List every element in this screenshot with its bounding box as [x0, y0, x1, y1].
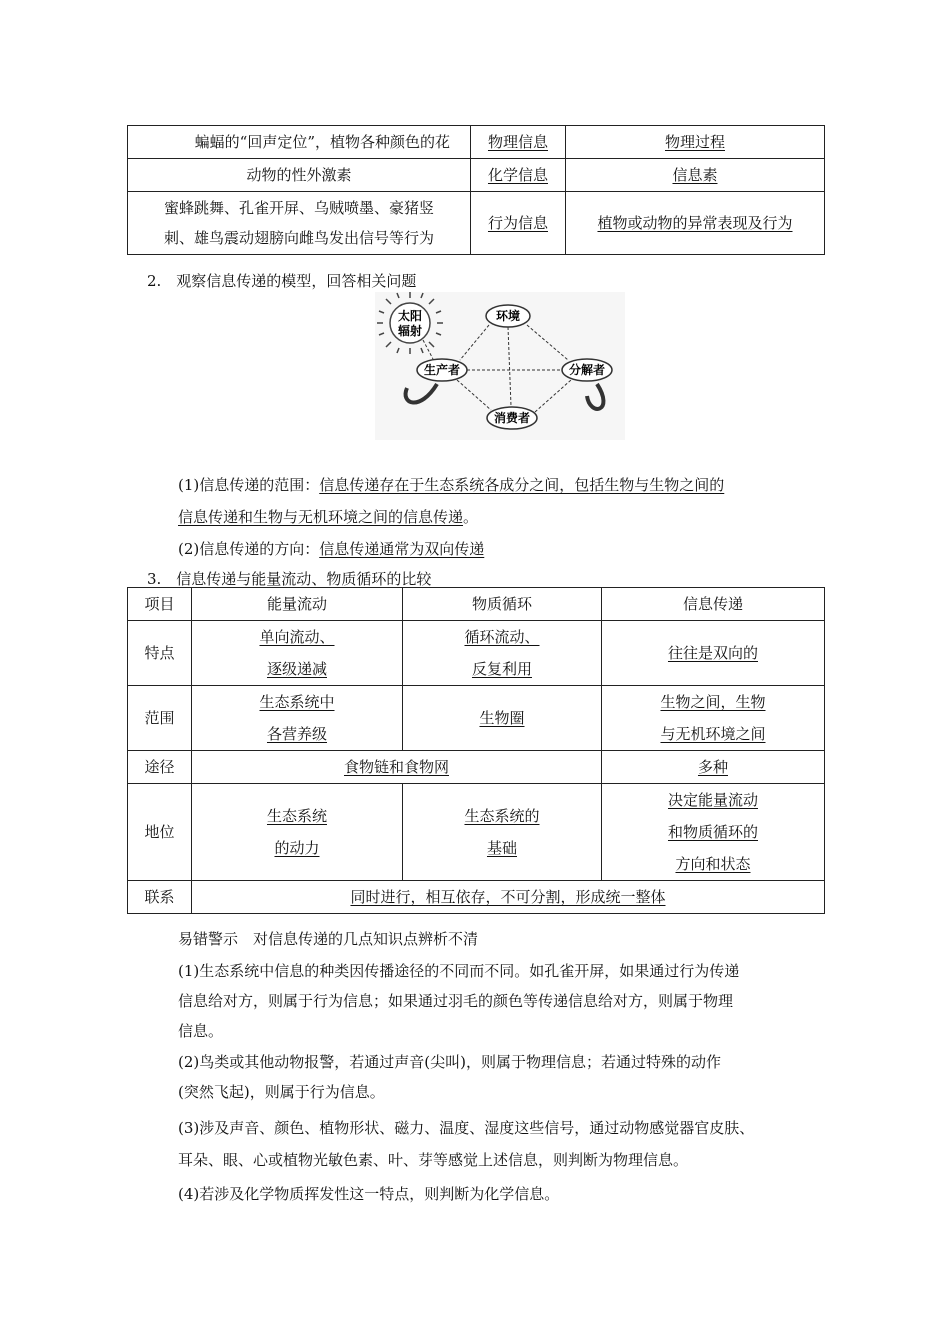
warning-p1-2: 信息给对方，则属于行为信息；如果通过羽毛的颜色等传递信息给对方，则属于物理 — [178, 992, 734, 1010]
features-matter-1: 循环流动、 — [464, 628, 540, 646]
warning-p3-1: (3)涉及声音、颜色、植物形状、磁力、温度、湿度这些信号，通过动物感觉器官皮肤、 — [178, 1119, 755, 1137]
status-energy-2: 的动力 — [274, 839, 320, 857]
type-physical: 物理信息 — [487, 133, 548, 151]
direction-label: (2)信息传递的方向： — [178, 540, 320, 558]
example-line: 刺、雄鸟震动翅膀向雌鸟发出信号等行为 — [163, 229, 434, 247]
pathway-info-text: 多种 — [697, 758, 728, 776]
example-cell: 蝙蝠的“回声定位”，植物各种颜色的花 — [128, 126, 471, 159]
header-item: 项目 — [128, 588, 192, 621]
relation-text-value: 同时进行，相互依存，不可分割，形成统一整体 — [350, 888, 666, 906]
source-physical: 物理过程 — [664, 133, 725, 151]
row-label-status: 地位 — [128, 784, 192, 881]
type-cell — [471, 126, 566, 159]
producer-label: 生产者 — [423, 363, 461, 377]
scope-answer-b: 信息传递和生物与无机环境之间的信息传递 — [178, 508, 464, 526]
scope-info-2: 与无机环境之间 — [660, 725, 766, 743]
source-behavior: 植物或动物的异常表现及行为 — [597, 214, 793, 232]
scope-matter — [403, 686, 602, 751]
example-line: 蜜蜂跳舞、孔雀开屏、乌贼喷墨、豪猪竖 — [163, 199, 434, 217]
relation-text — [192, 881, 825, 914]
sun-label-2: 辐射 — [397, 324, 423, 338]
header-energy: 能量流动 — [192, 588, 403, 621]
row-label-relation: 联系 — [128, 881, 192, 914]
consumer-label: 消费者 — [493, 411, 531, 425]
warning-p4-1: (4)若涉及化学物质挥发性这一特点，则判断为化学信息。 — [178, 1185, 560, 1203]
scope-info-1: 生物之间，生物 — [660, 693, 766, 711]
status-info — [602, 784, 825, 881]
source-cell — [566, 159, 825, 192]
header-matter: 物质循环 — [403, 588, 602, 621]
scope-energy-2: 各营养级 — [266, 725, 327, 743]
status-energy-1: 生态系统 — [266, 807, 327, 825]
warning-title: 易错警示 对信息传递的几点知识点辨析不清 — [178, 930, 479, 948]
decomposer-label: 分解者 — [568, 363, 606, 377]
status-matter-1: 生态系统的 — [464, 807, 540, 825]
features-energy-1: 单向流动、 — [259, 628, 335, 646]
scope-answer-a: 信息传递存在于生态系统各成分之间，包括生物与生物之间的 — [319, 476, 725, 494]
warning-p3-2: 耳朵、眼、心或植物光敏色素、叶、芽等感觉上述信息，则判断为物理信息。 — [178, 1151, 689, 1169]
status-matter — [403, 784, 602, 881]
source-chemical: 信息素 — [672, 166, 718, 184]
pathway-shared-text: 食物链和食物网 — [343, 758, 449, 776]
scope-info — [602, 686, 825, 751]
features-matter — [403, 621, 602, 686]
warning-p2-1: (2)鸟类或其他动物报警，若通过声音(尖叫)，则属于物理信息；若通过特殊的动作 — [178, 1053, 721, 1071]
status-energy — [192, 784, 403, 881]
scope-line-2 — [178, 506, 478, 527]
example-cell — [128, 192, 471, 255]
row-label-features: 特点 — [128, 621, 192, 686]
info-type-table — [127, 125, 825, 255]
scope-line-1 — [178, 474, 724, 495]
scope-energy — [192, 686, 403, 751]
warning-p2-2: (突然飞起)，则属于行为信息。 — [178, 1083, 385, 1101]
status-matter-2: 基础 — [486, 839, 517, 857]
example-cell: 动物的性外激素 — [128, 159, 471, 192]
section3-heading: 3. 信息传递与能量流动、物质循环的比较 — [147, 570, 432, 588]
status-info-2: 和物质循环的 — [667, 823, 758, 841]
environment-label: 环境 — [495, 309, 521, 323]
source-cell — [566, 192, 825, 255]
type-chemical: 化学信息 — [487, 166, 548, 184]
features-info — [602, 621, 825, 686]
comparison-table — [127, 587, 825, 914]
status-info-3: 方向和状态 — [675, 855, 751, 873]
scope-matter-text: 生物圈 — [479, 709, 525, 727]
pathway-info — [602, 751, 825, 784]
scope-energy-1: 生态系统中 — [259, 693, 335, 711]
warning-p1-3: 信息。 — [178, 1022, 224, 1040]
type-cell — [471, 159, 566, 192]
warning-p1-1: (1)生态系统中信息的种类因传播途径的不同而不同。如孔雀开屏，如果通过行为传递 — [178, 962, 740, 980]
type-cell — [471, 192, 566, 255]
type-behavior: 行为信息 — [487, 214, 548, 232]
scope-end: 。 — [463, 508, 479, 526]
row-label-pathway: 途径 — [128, 751, 192, 784]
direction-answer: 信息传递通常为双向传递 — [319, 540, 485, 558]
features-matter-2: 反复利用 — [471, 660, 532, 678]
status-info-1: 决定能量流动 — [667, 791, 758, 809]
source-cell — [566, 126, 825, 159]
features-info-text: 往往是双向的 — [667, 644, 758, 662]
pathway-shared — [192, 751, 602, 784]
scope-label: (1)信息传递的范围： — [178, 476, 320, 494]
header-info: 信息传递 — [602, 588, 825, 621]
row-label-scope: 范围 — [128, 686, 192, 751]
features-energy-2: 逐级递减 — [266, 660, 327, 678]
section2-heading: 2. 观察信息传递的模型，回答相关问题 — [147, 272, 417, 290]
info-transfer-diagram — [375, 292, 625, 440]
features-energy — [192, 621, 403, 686]
direction-line — [178, 538, 484, 559]
sun-label-1: 太阳 — [397, 309, 423, 323]
